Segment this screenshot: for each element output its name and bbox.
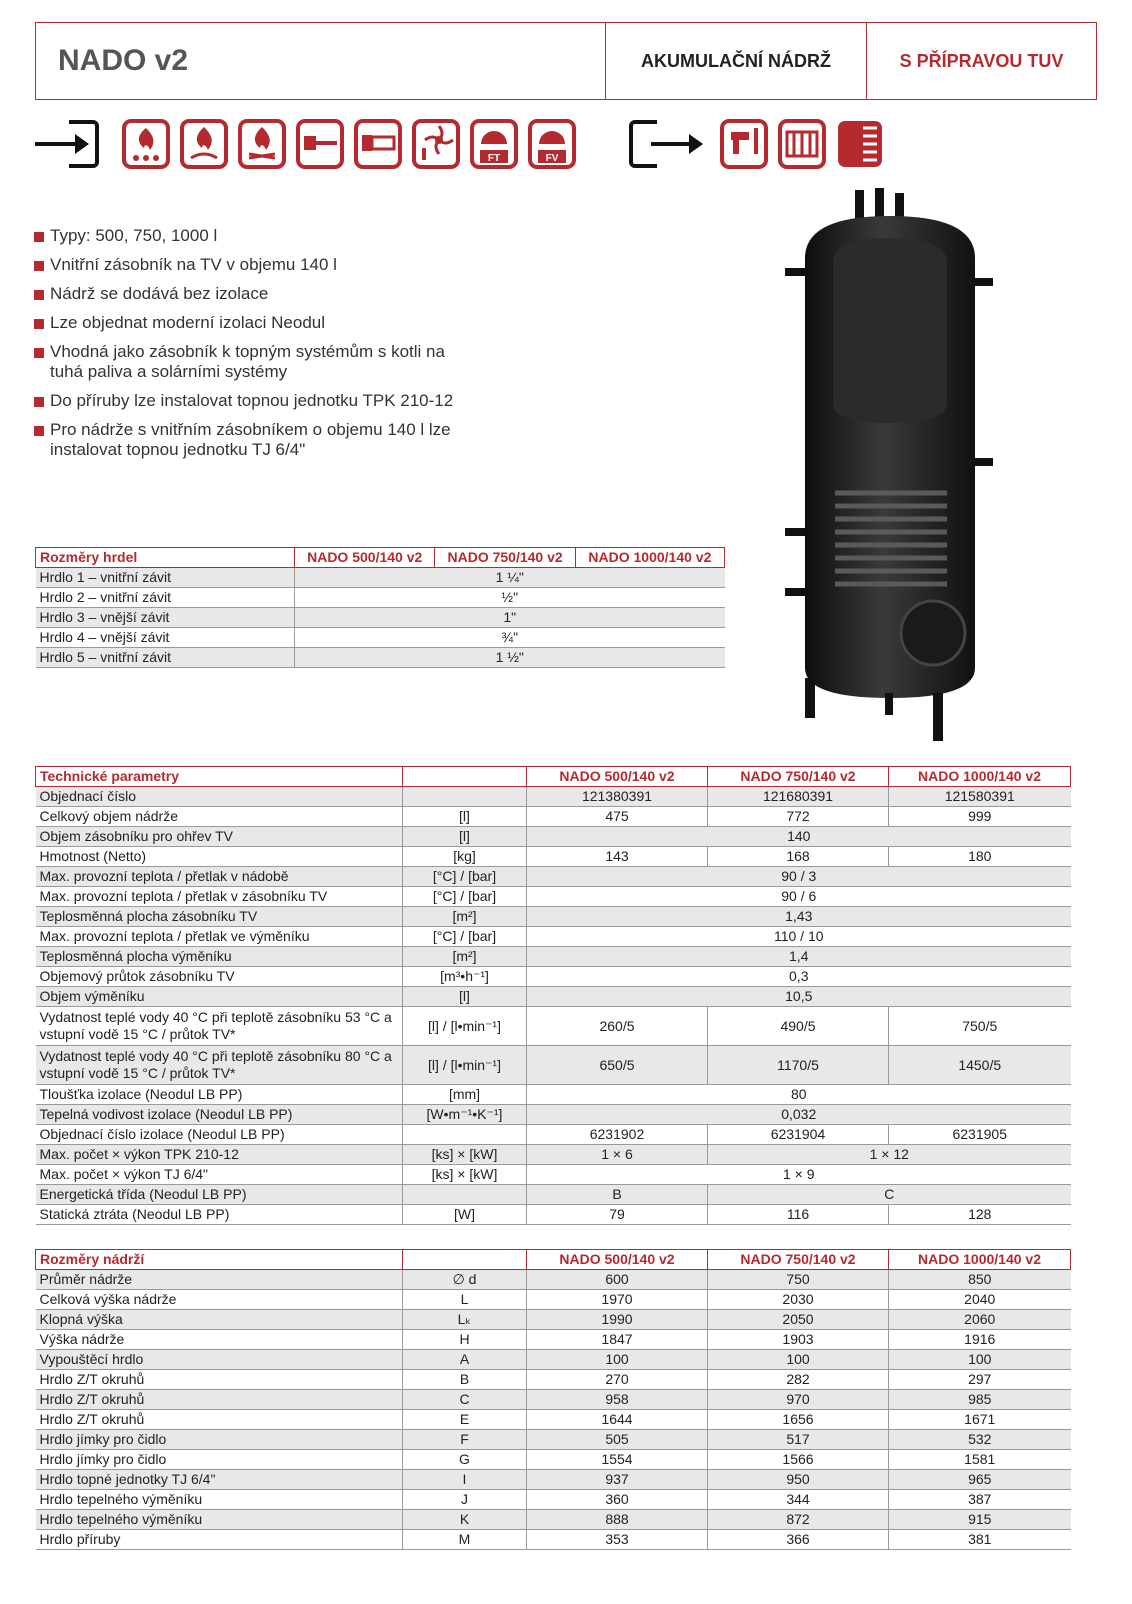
table-row: Hrdlo 4 – vnější závit ¾" — [36, 628, 725, 648]
table-row: Hrdlo 1 – vnitřní závit 1 ¼" — [36, 568, 725, 588]
table-row: Hrdlo 5 – vnitřní závit 1 ½" — [36, 648, 725, 668]
table-row: Tloušťka izolace (Neodul LB PP) [mm] 80 — [36, 1085, 1071, 1105]
electric-heater-icon — [295, 118, 345, 170]
table-row: Vydatnost teplé vody 40 °C při teplotě zásobníku 80 °C a vstupní vodě 15 °C / průtok TV* [l] / [l•min⁻¹] 650/5 1170/5 1450/5 — [36, 1046, 1071, 1085]
table-header: NADO 750/140 v2 — [435, 548, 575, 568]
icon-row — [35, 118, 915, 174]
table-header: NADO 500/140 v2 — [295, 548, 435, 568]
table-row: Klopná výška Lₖ 1990 2050 2060 — [36, 1310, 1071, 1330]
table-row: Vypouštěcí hrdlo A 100 100 100 — [36, 1350, 1071, 1370]
category-label: AKUMULAČNÍ NÁDRŽ — [606, 23, 867, 99]
list-item: Lze objednat moderní izolaci Neodul — [34, 313, 554, 333]
dimensions-table — [35, 1249, 1071, 1550]
list-item: Nádrž se dodává bez izolace — [34, 284, 554, 304]
ft-label: FT — [487, 153, 501, 164]
table-row: Hrdlo jímky pro čidlo G 1554 1566 1581 — [36, 1450, 1071, 1470]
technical-parameters-table — [35, 766, 1071, 1225]
table-header: Rozměry nádrží — [36, 1250, 403, 1270]
table-row: Objem výměníku [l] 10,5 — [36, 987, 1071, 1007]
table-row: Vydatnost teplé vody 40 °C při teplotě zásobníku 53 °C a vstupní vodě 15 °C / průtok TV* [l] / [l•min⁻¹] 260/5 490/5 750/5 — [36, 1007, 1071, 1046]
table-row: Hrdlo tepelného výměníku J 360 344 387 — [36, 1490, 1071, 1510]
table-header: NADO 750/140 v2 — [708, 1250, 889, 1270]
table-row: Teplosměnná plocha výměníku [m²] 1,4 — [36, 947, 1071, 967]
table-row: Hrdlo Z/T okruhů E 1644 1656 1671 — [36, 1410, 1071, 1430]
table-row: Hrdlo tepelného výměníku K 888 872 915 — [36, 1510, 1071, 1530]
table-row: Hrdlo Z/T okruhů B 270 282 297 — [36, 1370, 1071, 1390]
table-row: Objednací číslo izolace (Neodul LB PP) 6231902 6231904 6231905 — [36, 1125, 1071, 1145]
solid-fuel-boiler-icon — [121, 118, 171, 170]
output-arrow-icon — [627, 118, 707, 170]
fv-label: FV — [545, 153, 559, 164]
table-header: NADO 500/140 v2 — [527, 1250, 708, 1270]
table-row: Hrdlo 3 – vnější závit 1" — [36, 608, 725, 628]
heat-pump-icon — [411, 118, 461, 170]
table-row: Hrdlo 2 – vnitřní závit ½" — [36, 588, 725, 608]
table-header: NADO 1000/140 v2 — [889, 767, 1071, 787]
table-row: Hrdlo jímky pro čidlo F 505 517 532 — [36, 1430, 1071, 1450]
heating-element-icon — [353, 118, 403, 170]
table-header: NADO 1000/140 v2 — [889, 1250, 1071, 1270]
fireplace-icon — [237, 118, 287, 170]
table-header: NADO 1000/140 v2 — [575, 548, 724, 568]
table-header: NADO 750/140 v2 — [708, 767, 889, 787]
table-row: Hrdlo Z/T okruhů C 958 970 985 — [36, 1390, 1071, 1410]
table-row: Objem zásobníku pro ohřev TV [l] 140 — [36, 827, 1071, 847]
photovoltaic-icon — [527, 118, 577, 170]
table-row: Hrdlo topné jednotky TJ 6/4" I 937 950 965 — [36, 1470, 1071, 1490]
solar-thermal-icon — [469, 118, 519, 170]
table-row: Hmotnost (Netto) [kg] 143 168 180 — [36, 847, 1071, 867]
radiator-icon — [777, 118, 827, 170]
list-item: Vhodná jako zásobník k topným systémům s kotli na tuhá paliva a solárními systémy — [34, 342, 460, 382]
table-row: Max. počet × výkon TPK 210-12 [ks] × [kW] 1 × 6 1 × 12 — [36, 1145, 1071, 1165]
gas-boiler-icon — [179, 118, 229, 170]
table-header: NADO 500/140 v2 — [527, 767, 708, 787]
table-header: Technické parametry — [36, 767, 403, 787]
list-item: Vnitřní zásobník na TV v objemu 140 l — [34, 255, 554, 275]
table-row: Max. provozní teplota / přetlak ve výměníku [°C] / [bar] 110 / 10 — [36, 927, 1071, 947]
table-row: Max. provozní teplota / přetlak v zásobníku TV [°C] / [bar] 90 / 6 — [36, 887, 1071, 907]
table-row: Max. provozní teplota / přetlak v nádobě [°C] / [bar] 90 / 3 — [36, 867, 1071, 887]
table-row: Průměr nádrže ∅ d 600 750 850 — [36, 1270, 1071, 1290]
list-item: Do příruby lze instalovat topnou jednotku TPK 210-12 — [34, 391, 554, 411]
variant-label: S PŘÍPRAVOU TUV — [899, 50, 1064, 71]
input-arrow-icon — [35, 118, 101, 170]
page-title: NADO v2 — [36, 23, 606, 99]
table-row: Teplosměnná plocha zásobníku TV [m²] 1,43 — [36, 907, 1071, 927]
table-row: Objemový průtok zásobníku TV [m³•h⁻¹] 0,3 — [36, 967, 1071, 987]
table-row: Statická ztráta (Neodul LB PP) [W] 79 116 128 — [36, 1205, 1071, 1225]
table-row: Celková výška nádrže L 1970 2030 2040 — [36, 1290, 1071, 1310]
table-row: Tepelná vodivost izolace (Neodul LB PP) [W•m⁻¹•K⁻¹] 0,032 — [36, 1105, 1071, 1125]
table-row: Objednací číslo 121380391 121680391 121580391 — [36, 787, 1071, 807]
table-row: Celkový objem nádrže [l] 475 772 999 — [36, 807, 1071, 827]
list-item: Typy: 500, 750, 1000 l — [34, 226, 554, 246]
list-item: Pro nádrže s vnitřním zásobníkem o objemu 140 l lze instalovat topnou jednotku TJ 6/4" — [34, 420, 460, 460]
hot-water-tap-icon — [719, 118, 769, 170]
tank-image — [775, 188, 1005, 743]
header — [35, 22, 1097, 100]
table-header — [403, 1250, 527, 1270]
feature-list — [34, 226, 554, 469]
table-row: Max. počet × výkon TJ 6/4" [ks] × [kW] 1 × 9 — [36, 1165, 1071, 1185]
table-row: Hrdlo příruby M 353 366 381 — [36, 1530, 1071, 1550]
table-header — [403, 767, 527, 787]
table-row: Výška nádrže H 1847 1903 1916 — [36, 1330, 1071, 1350]
table-row: Energetická třída (Neodul LB PP) B C — [36, 1185, 1071, 1205]
coil-exchanger-icon — [835, 118, 885, 170]
connections-table — [35, 547, 725, 668]
table-header: Rozměry hrdel — [36, 548, 295, 568]
